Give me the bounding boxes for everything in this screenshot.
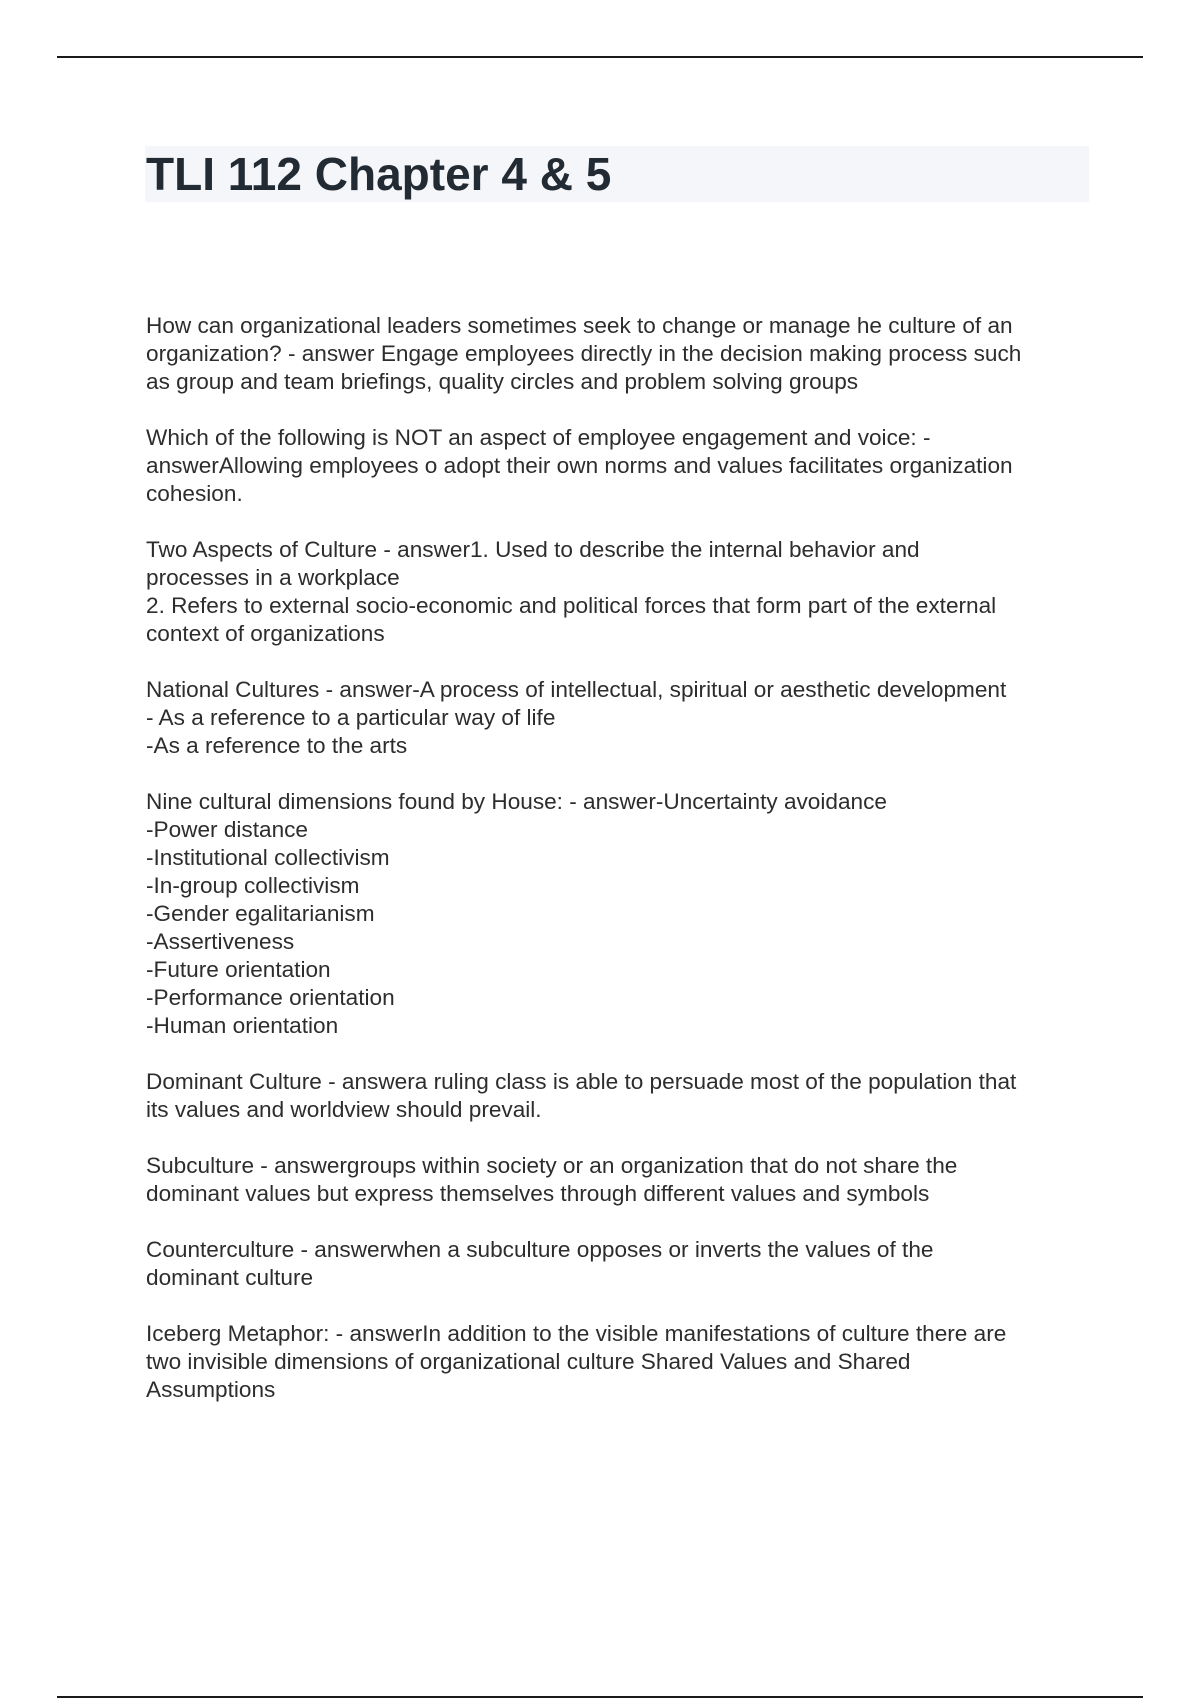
qa-text-line: -Gender egalitarianism bbox=[146, 901, 375, 926]
qa-text-line: dominant values but express themselves through different values and symbols bbox=[146, 1181, 930, 1206]
qa-text-line: Iceberg Metaphor: - answerIn addition to the visible manifestations of culture there are bbox=[146, 1321, 1007, 1346]
qa-list bbox=[146, 312, 1096, 1432]
qa-text-line: -Future orientation bbox=[146, 957, 331, 982]
qa-text-line: -Power distance bbox=[146, 817, 308, 842]
page-title: TLI 112 Chapter 4 & 5 bbox=[146, 148, 612, 200]
qa-text-line: Which of the following is NOT an aspect of employee engagement and voice: - bbox=[146, 425, 931, 450]
qa-entry bbox=[146, 1236, 1096, 1292]
qa-text-line: How can organizational leaders sometimes seek to change or manage he culture of an bbox=[146, 313, 1013, 338]
qa-entry bbox=[146, 1320, 1096, 1404]
bottom-divider bbox=[57, 1696, 1143, 1698]
qa-entry bbox=[146, 1068, 1096, 1124]
qa-text-line: dominant culture bbox=[146, 1265, 314, 1290]
qa-text-line: 2. Refers to external socio-economic and political forces that form part of the external bbox=[146, 593, 997, 618]
qa-text-line: -Assertiveness bbox=[146, 929, 295, 954]
qa-text-line: context of organizations bbox=[146, 621, 385, 646]
qa-text-line: - As a reference to a particular way of life bbox=[146, 705, 556, 730]
qa-text-line: two invisible dimensions of organizational culture Shared Values and Shared bbox=[146, 1349, 911, 1374]
qa-entry bbox=[146, 536, 1096, 648]
qa-text-line: organization? - answer Engage employees directly in the decision making process such bbox=[146, 341, 1022, 366]
qa-text-line: -In-group collectivism bbox=[146, 873, 360, 898]
qa-text-line: -As a reference to the arts bbox=[146, 733, 408, 758]
qa-text-line: -Institutional collectivism bbox=[146, 845, 390, 870]
qa-entry bbox=[146, 676, 1096, 760]
top-divider bbox=[57, 56, 1143, 58]
qa-text-line: Two Aspects of Culture - answer1. Used to describe the internal behavior and bbox=[146, 537, 920, 562]
qa-text-line: Dominant Culture - answera ruling class is able to persuade most of the population that bbox=[146, 1069, 1017, 1094]
qa-text-line: as group and team briefings, quality circles and problem solving groups bbox=[146, 369, 859, 394]
qa-entry bbox=[146, 788, 1096, 1040]
qa-text-line: Subculture - answergroups within society or an organization that do not share the bbox=[146, 1153, 958, 1178]
qa-text-line: its values and worldview should prevail. bbox=[146, 1097, 542, 1122]
qa-text-line: -Performance orientation bbox=[146, 985, 395, 1010]
qa-text-line: answerAllowing employees o adopt their own norms and values facilitates organization bbox=[146, 453, 1013, 478]
qa-entry bbox=[146, 424, 1096, 508]
qa-text-line: Assumptions bbox=[146, 1377, 276, 1402]
qa-entry bbox=[146, 312, 1096, 396]
qa-text-line: cohesion. bbox=[146, 481, 243, 506]
qa-entry bbox=[146, 1152, 1096, 1208]
qa-text-line: National Cultures - answer-A process of intellectual, spiritual or aesthetic development bbox=[146, 677, 1007, 702]
qa-text-line: -Human orientation bbox=[146, 1013, 339, 1038]
qa-text-line: Nine cultural dimensions found by House: - answer-Uncertainty avoidance bbox=[146, 789, 887, 814]
qa-text-line: Counterculture - answerwhen a subculture opposes or inverts the values of the bbox=[146, 1237, 934, 1262]
qa-text-line: processes in a workplace bbox=[146, 565, 400, 590]
